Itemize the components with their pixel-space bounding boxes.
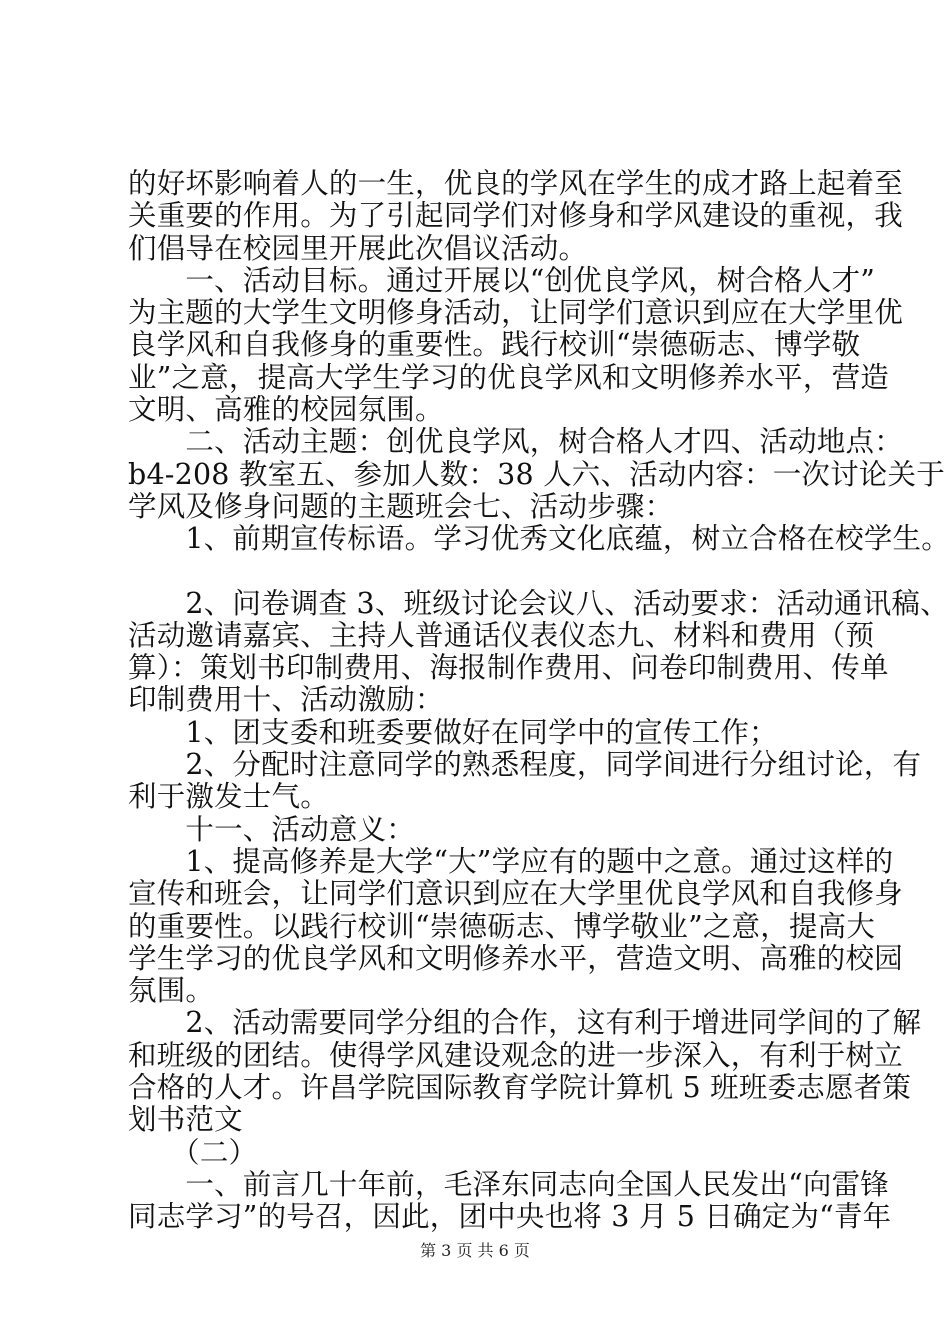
text-line: 文明、高雅的校园氛围。	[128, 393, 444, 427]
text-line: 良学风和自我修身的重要性。践行校训“崇德砺志、博学敬	[128, 328, 861, 362]
text-line: 算）：策划书印制费用、海报制作费用、问卷印制费用、传单	[128, 651, 889, 685]
paragraph-gap	[128, 556, 848, 588]
text-line: 2、活动需要同学分组的合作，这有利于增进同学间的了解	[128, 1006, 922, 1040]
text-line: （二）	[128, 1135, 258, 1169]
text-line: 学生学习的优良学风和文明修养水平，营造文明、高雅的校园	[128, 941, 903, 975]
text-line: 印制费用十、活动激励：	[128, 683, 444, 717]
text-line: 十一、活动意义：	[128, 812, 416, 846]
text-line: 和班级的团结。使得学风建设观念的进一步深入，有利于树立	[128, 1038, 903, 1072]
text-line: 一、前言几十年前，毛泽东同志向全国人民发出“向雷锋	[128, 1167, 889, 1201]
text-line: 2、问卷调查 3、班级讨论会议八、活动要求：活动通讯稿、	[128, 586, 949, 620]
text-line: 1、团支委和班委要做好在同学中的宣传工作；	[128, 715, 778, 749]
text-line: 业”之意，提高大学生学习的优良学风和文明修养水平，营造	[128, 360, 889, 394]
text-line: 二、活动主题：创优良学风，树合格人才四、活动地点：	[128, 425, 903, 459]
text-line: 划书范文	[128, 1103, 243, 1137]
text-line: 同志学习”的号召，因此，团中央也将 3 月 5 日确定为“青年	[128, 1200, 892, 1234]
text-line: 氛围。	[128, 974, 215, 1008]
text-line: 的好坏影响着人的一生，优良的学风在学生的成才路上起着至	[128, 167, 903, 200]
text-line: 合格的人才。许昌学院国际教育学院计算机 5 班班委志愿者策	[128, 1071, 912, 1105]
text-line: 一、活动目标。通过开展以“创优良学风，树合格人才”	[128, 263, 876, 297]
text-line: 关重要的作用。为了引起同学们对修身和学风建设的重视，我	[128, 199, 903, 233]
text-line: 为主题的大学生文明修身活动，让同学们意识到应在大学里优	[128, 296, 903, 330]
text-line: b4-208 教室五、参加人数：38 人六、活动内容：一次讨论关于	[128, 457, 945, 491]
page-number-footer: 第 3 页 共 6 页	[420, 1241, 530, 1260]
text-line: 1、前期宣传标语。学习优秀文化底蕴，树立合格在校学生。	[128, 522, 950, 556]
text-line: 2、分配时注意同学的熟悉程度，同学间进行分组讨论，有	[128, 748, 922, 782]
text-line: 利于激发士气。	[128, 780, 329, 814]
text-line: 学风及修身问题的主题班会七、活动步骤：	[128, 489, 674, 523]
text-line: 活动邀请嘉宾、主持人普通话仪表仪态九、材料和费用（预	[128, 618, 875, 652]
text-line: 宣传和班会，让同学们意识到应在大学里优良学风和自我修身	[128, 877, 903, 911]
document-body	[128, 167, 950, 1234]
text-line: 们倡导在校园里开展此次倡议活动。	[128, 231, 588, 265]
text-line: 的重要性。以践行校训“崇德砺志、博学敬业”之意，提高大	[128, 909, 876, 943]
text-line: 1、提高修养是大学“大”学应有的题中之意。通过这样的	[128, 844, 894, 878]
